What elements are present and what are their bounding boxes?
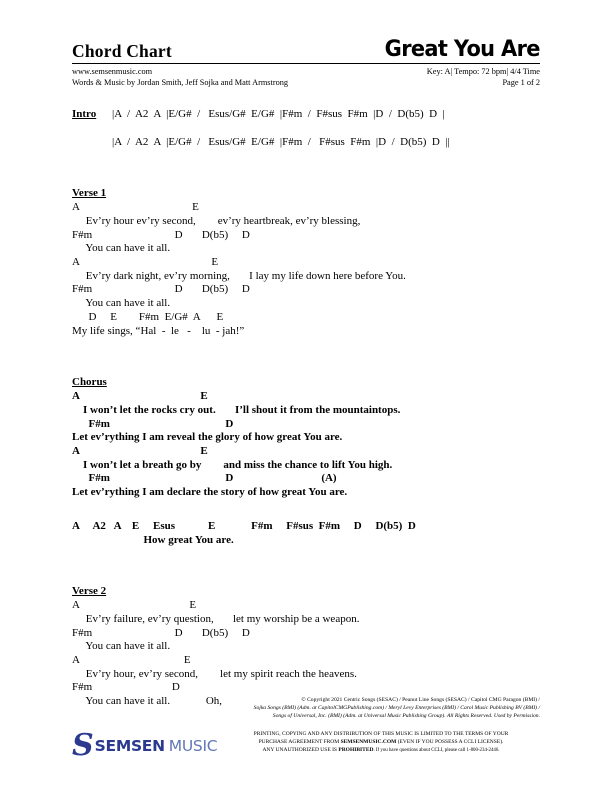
intro-chords-line-2: |A / A2 A |E/G# / Esus/G# E/G# |F#m / F#sus F#m |D / D(b5) D || <box>112 135 450 148</box>
intro-row-2 <box>72 136 540 150</box>
intro-row-1 <box>72 108 540 122</box>
ccli-prohibited-word: PROHIBITED <box>338 747 374 754</box>
section-chorus <box>72 372 540 500</box>
chorus-chord-line: F#m D (A) <box>72 472 337 485</box>
page-footer <box>72 696 540 763</box>
section-chorus-tag <box>72 520 540 547</box>
verse-2-chord-line: F#m D D(b5) D <box>72 626 250 639</box>
ccli-line-2 <box>222 738 540 746</box>
verse-2-chord-line: A E <box>72 654 191 667</box>
verse-2-lyric-line: Ev’ry failure, ev’ry question, let my worship be a weapon. <box>72 612 360 625</box>
chorus-lyric-line: Let ev’rything I am declare the story of how great You are. <box>72 486 348 499</box>
copyright-line: Songs of Universal, Inc. (BMI) (Adm. at Universal Music Publishing Group). All Rights Reserved. Used by Permission. <box>272 713 540 720</box>
verse-1-lyric-line: My life sings, “Hal - le - lu - jah!” <box>72 324 245 337</box>
verse-1-chord-line: A E <box>72 201 199 214</box>
verse-1-lyric-line: You can have it all. <box>72 297 171 310</box>
chorus-heading: Chorus <box>72 376 107 389</box>
verse-2-lyric-line: You can have it all. Oh, <box>72 695 223 708</box>
chorus-chord-line: F#m D <box>72 417 234 430</box>
verse-2-lyric-line: Ev’ry hour, ev’ry second, let my spirit reach the heavens. <box>72 667 357 680</box>
page-header <box>72 34 540 88</box>
website-url[interactable]: www.semsenmusic.com <box>72 67 153 76</box>
logo-word-semsen: SEMSEN <box>94 736 165 755</box>
header-divider <box>72 63 540 64</box>
ccli-line-2-pre: PURCHASE AGREEMENT FROM <box>258 738 341 745</box>
header-meta-left <box>72 66 288 88</box>
intro-chords-line-1: |A / A2 A |E/G# / Esus/G# E/G# |F#m / F#sus F#m |D / D(b5) D | <box>112 108 445 120</box>
verse-2-heading: Verse 2 <box>72 585 107 598</box>
page-number: Page 1 of 2 <box>502 78 540 88</box>
ccli-line-3 <box>222 746 540 755</box>
chorus-lyric-line: Let ev’rything I am reveal the glory of how great You are. <box>72 431 343 444</box>
intro-heading: Intro <box>72 108 97 120</box>
chart-type-label: Chord Chart <box>72 40 172 61</box>
ccli-site-name: SEMSENMUSIC.COM <box>340 738 397 745</box>
chorus-chord-line: A E <box>72 445 208 458</box>
verse-1-heading: Verse 1 <box>72 187 107 200</box>
chorus-chord-line: A E <box>72 390 208 403</box>
songwriter-credits: Words & Music by Jordan Smith, Jeff Sojka and Matt Armstrong <box>72 78 289 88</box>
tag-lyric-line: How great You are. <box>72 533 234 546</box>
copyright-block <box>132 696 540 721</box>
chorus-lyric-line: I won’t let the rocks cry out. I’ll shout it from the mountaintops. <box>72 403 401 416</box>
header-title-row <box>72 34 540 60</box>
footer-lower-row <box>72 726 540 763</box>
ccli-notice-block <box>222 730 540 756</box>
ccli-line-2-post: (EVEN IF YOU POSSESS A CCLI LICENSE). <box>396 738 504 745</box>
header-meta-right <box>427 66 540 88</box>
verse-2-lyric-line: You can have it all. <box>72 640 171 653</box>
semsen-music-logo[interactable] <box>72 726 222 763</box>
verse-1-chord-line: F#m D D(b5) D <box>72 283 250 296</box>
section-verse-1 <box>72 183 540 338</box>
verse-1-lyric-line: You can have it all. <box>72 242 171 255</box>
logo-word-music: MUSIC <box>168 736 218 755</box>
copyright-line: © Copyright 2021 Centric Songs (SESAC) / Peanut Line Songs (SESAC) / Capitol CMG Paragon (BMI) / <box>301 697 540 703</box>
song-title: Great You Are <box>384 35 540 62</box>
header-meta-row <box>72 66 540 88</box>
verse-2-chord-line: A E <box>72 599 197 612</box>
ccli-line-3-pre: ANY UNAUTHORIZED USE IS <box>262 747 339 754</box>
tag-chord-line: A A2 A E Esus E F#m F#sus F#m D D(b5) D <box>72 519 416 532</box>
semsen-s-mark-icon: S <box>72 727 94 763</box>
chorus-lyric-line: I won’t let a breath go by and miss the chance to lift You high. <box>72 458 393 471</box>
verse-1-lyric-line: Ev’ry dark night, ev’ry morning, I lay my life down here before You. <box>72 269 406 282</box>
copyright-line: Sojka Songs (BMI) (Adm. at CapitolCMGPublishing.com) / Meryl Levy Enterprises (BMI) / Carol Music Publishing BV (BMI) / <box>253 705 540 712</box>
verse-1-lyric-line: Ev’ry hour ev’ry second, ev’ry heartbreak, ev’ry blessing, <box>72 214 361 227</box>
verse-1-chord-line: F#m D D(b5) D <box>72 228 250 241</box>
chart-body <box>72 108 540 709</box>
section-intro <box>72 108 540 149</box>
ccli-line-1: PRINTING, COPYING AND ANY DISTRIBUTION OF THIS MUSIC IS LIMITED TO THE TERMS OF YOUR <box>253 730 509 737</box>
ccli-line-3-post: . If you have questions about CCLI, please call 1-800-234-2446. <box>373 748 500 754</box>
section-verse-2 <box>72 581 540 709</box>
verse-1-chord-line: D E F#m E/G# A E <box>72 310 224 323</box>
verse-2-chord-line: F#m D <box>72 681 180 694</box>
key-tempo-time: Key: A| Tempo: 72 bpm| 4/4 Time <box>426 67 540 76</box>
verse-1-chord-line: A E <box>72 256 219 268</box>
